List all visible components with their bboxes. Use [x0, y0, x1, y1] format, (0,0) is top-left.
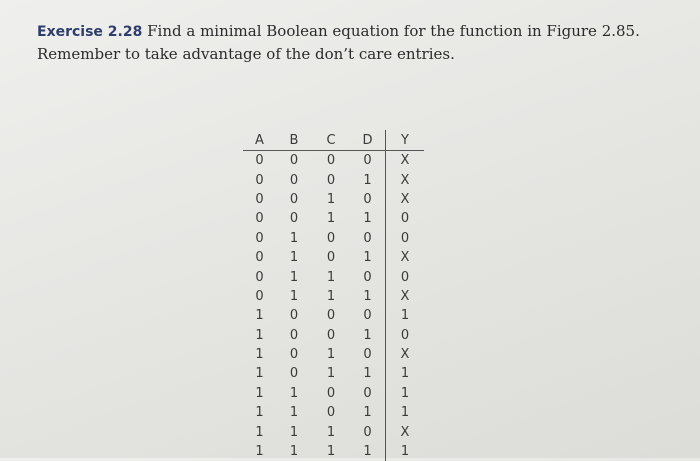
header-d: D	[350, 130, 386, 151]
cell-a: 1	[243, 345, 276, 364]
cell-y: 0	[386, 267, 425, 286]
cell-y: 0	[386, 209, 425, 228]
cell-c: 0	[312, 170, 350, 189]
cell-b: 1	[276, 267, 312, 286]
table-row	[243, 209, 424, 228]
cell-d: 0	[350, 422, 386, 441]
cell-y: 1	[386, 442, 425, 461]
table-row	[243, 326, 424, 345]
cell-c: 0	[312, 403, 350, 422]
cell-a: 0	[243, 267, 276, 286]
cell-a: 1	[243, 403, 276, 422]
cell-a: 0	[243, 248, 276, 267]
cell-a: 0	[243, 209, 276, 228]
exercise-label: Exercise 2.28	[37, 24, 142, 40]
cell-c: 1	[312, 209, 350, 228]
header-b: B	[276, 130, 312, 151]
cell-a: 1	[243, 384, 276, 403]
cell-b: 1	[276, 287, 312, 306]
cell-b: 0	[276, 151, 312, 171]
cell-c: 1	[312, 345, 350, 364]
cell-c: 0	[312, 326, 350, 345]
table-row	[243, 151, 424, 171]
cell-y: X	[386, 287, 425, 306]
table-row	[243, 345, 424, 364]
cell-a: 0	[243, 151, 276, 171]
cell-b: 1	[276, 442, 312, 461]
cell-c: 1	[312, 442, 350, 461]
cell-c: 1	[312, 190, 350, 209]
table-row	[243, 190, 424, 209]
header-c: C	[312, 130, 350, 151]
cell-c: 1	[312, 287, 350, 306]
cell-b: 0	[276, 209, 312, 228]
table-row	[243, 306, 424, 325]
table-row	[243, 422, 424, 441]
cell-y: X	[386, 422, 425, 441]
cell-a: 1	[243, 442, 276, 461]
cell-c: 0	[312, 229, 350, 248]
cell-c: 0	[312, 306, 350, 325]
cell-d: 1	[350, 442, 386, 461]
cell-c: 1	[312, 364, 350, 383]
cell-d: 0	[350, 267, 386, 286]
cell-y: 1	[386, 384, 425, 403]
cell-b: 1	[276, 403, 312, 422]
table-row	[243, 170, 424, 189]
cell-a: 1	[243, 306, 276, 325]
cell-c: 1	[312, 422, 350, 441]
table-row	[243, 248, 424, 267]
cell-y: 0	[386, 326, 425, 345]
cell-d: 1	[350, 170, 386, 189]
cell-y: 1	[386, 306, 425, 325]
exercise-line-2: Remember to take advantage of the don’t care entries.	[37, 45, 455, 63]
cell-a: 0	[243, 190, 276, 209]
cell-b: 1	[276, 422, 312, 441]
cell-b: 0	[276, 306, 312, 325]
truth-table-body	[243, 151, 424, 461]
table-row	[243, 287, 424, 306]
cell-c: 0	[312, 248, 350, 267]
cell-d: 1	[350, 209, 386, 228]
cell-b: 0	[276, 345, 312, 364]
cell-y: 1	[386, 364, 425, 383]
cell-b: 0	[276, 326, 312, 345]
cell-d: 1	[350, 403, 386, 422]
exercise-line-1: Find a minimal Boolean equation for the function in Figure 2.85.	[147, 22, 640, 40]
cell-d: 0	[350, 345, 386, 364]
header-y: Y	[386, 130, 425, 151]
cell-b: 1	[276, 384, 312, 403]
cell-b: 0	[276, 170, 312, 189]
cell-d: 1	[350, 287, 386, 306]
cell-a: 1	[243, 364, 276, 383]
cell-d: 0	[350, 306, 386, 325]
table-row	[243, 403, 424, 422]
cell-y: X	[386, 190, 425, 209]
cell-d: 1	[350, 248, 386, 267]
cell-a: 0	[243, 170, 276, 189]
cell-a: 1	[243, 422, 276, 441]
table-row	[243, 384, 424, 403]
cell-d: 1	[350, 364, 386, 383]
cell-b: 1	[276, 248, 312, 267]
truth-table-header-row	[243, 130, 424, 151]
cell-d: 0	[350, 151, 386, 171]
cell-b: 0	[276, 190, 312, 209]
cell-y: X	[386, 151, 425, 171]
cell-a: 1	[243, 326, 276, 345]
table-row	[243, 364, 424, 383]
cell-a: 0	[243, 287, 276, 306]
cell-y: X	[386, 345, 425, 364]
cell-y: 0	[386, 229, 425, 248]
cell-y: X	[386, 248, 425, 267]
cell-y: X	[386, 170, 425, 189]
cell-b: 1	[276, 229, 312, 248]
cell-d: 0	[350, 229, 386, 248]
truth-table	[243, 130, 424, 461]
cell-a: 0	[243, 229, 276, 248]
cell-d: 0	[350, 384, 386, 403]
cell-d: 0	[350, 190, 386, 209]
cell-d: 1	[350, 326, 386, 345]
exercise-text	[37, 20, 677, 65]
table-row	[243, 442, 424, 461]
header-a: A	[243, 130, 276, 151]
table-row	[243, 229, 424, 248]
cell-c: 1	[312, 267, 350, 286]
cell-y: 1	[386, 403, 425, 422]
cell-c: 0	[312, 151, 350, 171]
cell-c: 0	[312, 384, 350, 403]
table-row	[243, 267, 424, 286]
cell-b: 0	[276, 364, 312, 383]
